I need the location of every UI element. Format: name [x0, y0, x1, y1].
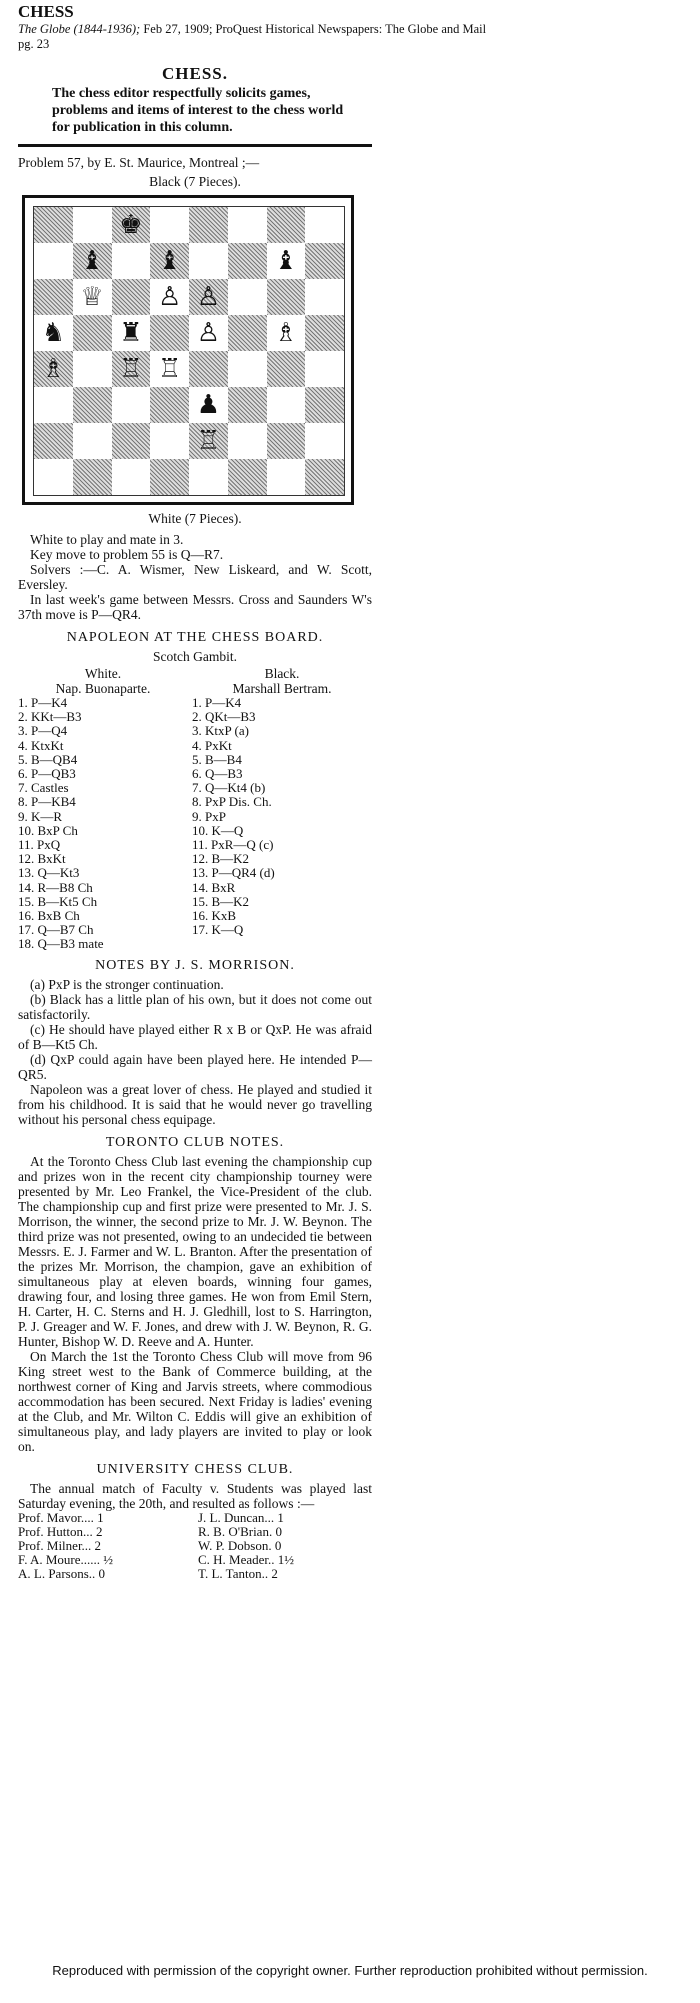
black-move: 7. Q—Kt4 (b) — [192, 780, 266, 796]
board-square — [189, 207, 228, 243]
board-square — [150, 279, 189, 315]
board-square — [189, 243, 228, 279]
board-square — [267, 279, 306, 315]
board-square — [228, 459, 267, 495]
black-move: 15. B—K2 — [192, 893, 250, 909]
black-move: 6. Q—B3 — [192, 766, 243, 782]
faculty-result: Prof. Milner... 2 — [18, 1538, 102, 1554]
board-square — [305, 423, 344, 459]
white-move: 16. BxB Ch — [18, 908, 80, 924]
board-square — [189, 459, 228, 495]
white-move: 11. PxQ — [18, 837, 61, 853]
board-square — [228, 351, 267, 387]
board-square — [34, 387, 73, 423]
intro-paragraph: The chess editor respectfully solicits games, problems and items of interest to the chess world for publication in this column. — [52, 86, 344, 135]
black-move: 8. PxP Dis. Ch. — [192, 794, 272, 810]
faculty-result: Prof. Mavor.... 1 — [18, 1509, 104, 1525]
board-square — [73, 207, 112, 243]
white-label: White (7 Pieces). — [148, 511, 242, 526]
note-paragraph: (b) Black has a little plan of his own, but it does not come out satisfactorily. — [18, 991, 372, 1022]
board-square — [267, 207, 306, 243]
chess-piece-icon: ♝ — [274, 246, 298, 276]
university-heading: UNIVERSITY CHESS CLUB. — [96, 1461, 294, 1477]
board-square — [267, 387, 306, 423]
black-move: 14. BxR — [192, 879, 236, 895]
board-square — [112, 387, 151, 423]
chess-piece-icon: ♖ — [119, 354, 143, 384]
chess-piece-icon: ♙ — [196, 318, 221, 348]
board-square — [189, 279, 228, 315]
chess-piece-icon: ♗ — [274, 318, 298, 348]
white-column-label: White. — [84, 666, 122, 681]
board-square — [189, 387, 228, 423]
white-move: 3. P—Q4 — [18, 723, 68, 739]
student-result: T. L. Tanton.. 2 — [198, 1566, 278, 1582]
board-square — [267, 243, 306, 279]
board-square — [34, 207, 73, 243]
board-square — [112, 207, 151, 243]
black-move: 16. KxB — [192, 908, 237, 924]
problem-instruction: White to play and mate in 3. — [30, 532, 184, 547]
board-square — [73, 351, 112, 387]
chess-piece-icon: ♝ — [80, 246, 104, 276]
notes-list — [18, 977, 372, 1127]
game-score — [18, 666, 372, 696]
chess-piece-icon: ♟ — [196, 390, 221, 420]
board-square — [305, 279, 344, 315]
white-move: 12. BxKt — [18, 851, 66, 867]
board-square — [267, 459, 306, 495]
chess-piece-icon: ♙ — [196, 282, 221, 312]
board-square — [305, 315, 344, 351]
board-square — [228, 207, 267, 243]
toronto-paragraph: On March the 1st the Toronto Chess Club will move from 96 King street west to the Bank of Commerce building, at the northwest corner of King and Jarvis streets, where commodious accommodation has been secured. Next Friday is ladies' evening at the Club, and Mr. Wilton C. Eddis will give an exhibition of simultaneous play, and lady players are invited to play or look on. — [18, 1348, 372, 1454]
board-square — [112, 423, 151, 459]
board-square — [267, 351, 306, 387]
column-title: CHESS. — [162, 64, 228, 83]
black-column-label: Black. — [264, 666, 300, 681]
white-move: 5. B—QB4 — [18, 751, 78, 767]
citation-header — [18, 2, 678, 52]
note-paragraph: Napoleon was a great lover of chess. He played and studied it from his childhood. It is said that he would never go travelling without his personal chess equipage. — [18, 1081, 372, 1127]
board-square — [228, 243, 267, 279]
board-square — [150, 207, 189, 243]
chess-piece-icon: ♚ — [119, 210, 143, 240]
page-number: pg. 23 — [18, 37, 50, 51]
chess-piece-icon: ♙ — [157, 282, 182, 312]
white-move: 18. Q—B3 mate — [18, 936, 104, 952]
board-square — [112, 315, 151, 351]
white-move: 15. B—Kt5 Ch — [18, 893, 98, 909]
board-square — [73, 387, 112, 423]
chess-piece-icon: ♞ — [41, 318, 66, 348]
board-square — [189, 315, 228, 351]
board-square — [150, 351, 189, 387]
board-square — [34, 423, 73, 459]
board-square — [73, 279, 112, 315]
board-square — [305, 243, 344, 279]
board-square — [112, 459, 151, 495]
board-square — [112, 279, 151, 315]
source-name: The Globe (1844-1936); — [18, 22, 141, 36]
toronto-notes — [18, 1154, 372, 1454]
white-move: 7. Castles — [18, 780, 69, 796]
board-square — [34, 351, 73, 387]
black-move: 5. B—B4 — [192, 751, 242, 767]
student-result: R. B. O'Brian. 0 — [198, 1523, 282, 1539]
board-square — [150, 243, 189, 279]
notes-heading: NOTES BY J. S. MORRISON. — [95, 957, 295, 973]
board-square — [34, 243, 73, 279]
black-player: Marshall Bertram. — [232, 681, 332, 696]
board-square — [73, 243, 112, 279]
chess-board-diagram — [22, 195, 354, 505]
board-square — [228, 423, 267, 459]
chess-piece-icon: ♖ — [157, 354, 182, 384]
board-square — [34, 279, 73, 315]
board-square — [112, 243, 151, 279]
black-move: 4. PxKt — [192, 737, 232, 753]
board-square — [150, 387, 189, 423]
source-details: Feb 27, 1909; ProQuest Historical Newspapers: The Globe and Mail — [140, 22, 487, 36]
board-square — [73, 459, 112, 495]
white-move: 10. BxP Ch — [18, 822, 78, 838]
board-grid — [33, 206, 345, 496]
board-square — [150, 459, 189, 495]
board-square — [305, 207, 344, 243]
faculty-result: F. A. Moure...... ½ — [18, 1552, 114, 1568]
student-result: C. H. Meader.. 1½ — [198, 1552, 295, 1568]
board-square — [73, 423, 112, 459]
board-square — [112, 351, 151, 387]
key-move: Key move to problem 55 is Q—R7. — [30, 547, 224, 562]
white-move: 1. P—K4 — [18, 695, 68, 710]
black-move: 2. QKt—B3 — [192, 709, 256, 725]
board-square — [150, 315, 189, 351]
chess-column — [18, 62, 372, 1582]
white-move: 8. P—KB4 — [18, 794, 76, 810]
toronto-heading: TORONTO CLUB NOTES. — [105, 1134, 285, 1150]
university-paragraph: The annual match of Faculty v. Students was played last Saturday evening, the 20th, and resulted as follows :— — [18, 1480, 372, 1511]
board-square — [73, 315, 112, 351]
last-week-note: In last week's game between Messrs. Cross and Saunders W's 37th move is P—QR4. — [18, 592, 372, 622]
white-player: Nap. Buonaparte. — [55, 681, 151, 696]
white-move: 4. KtxKt — [18, 737, 64, 753]
black-move: 10. K—Q — [192, 822, 244, 838]
move-list — [18, 696, 372, 952]
board-square — [34, 459, 73, 495]
black-move: 17. K—Q — [192, 922, 244, 938]
white-move: 6. P—QB3 — [18, 766, 76, 782]
match-results — [18, 1511, 372, 1582]
board-square — [305, 459, 344, 495]
board-square — [189, 351, 228, 387]
board-square — [305, 351, 344, 387]
student-result: W. P. Dobson. 0 — [198, 1538, 282, 1554]
black-move: 3. KtxP (a) — [192, 723, 249, 739]
faculty-result: Prof. Hutton... 2 — [18, 1523, 103, 1539]
white-move: 2. KKt—B3 — [18, 709, 82, 725]
faculty-result: A. L. Parsons.. 0 — [18, 1566, 106, 1582]
black-move: 12. B—K2 — [192, 851, 250, 867]
black-move — [192, 937, 372, 951]
black-label: Black (7 Pieces). — [149, 174, 241, 189]
chess-piece-icon: ♖ — [196, 426, 221, 456]
chess-piece-icon: ♕ — [80, 282, 104, 312]
board-square — [267, 423, 306, 459]
solvers: Solvers :—C. A. Wismer, New Liskeard, and W. Scott, Eversley. — [18, 562, 372, 592]
game-heading: NAPOLEON AT THE CHESS BOARD. — [66, 630, 324, 645]
black-move: 1. P—K4 — [192, 695, 242, 710]
board-square — [305, 387, 344, 423]
chess-piece-icon: ♜ — [119, 318, 143, 348]
black-move: 13. P—QR4 (d) — [192, 865, 275, 881]
board-square — [150, 423, 189, 459]
black-move: 11. PxR—Q (c) — [192, 837, 274, 853]
note-paragraph: (d) QxP could again have been played here. He intended P—QR5. — [18, 1051, 372, 1082]
note-paragraph: (a) PxP is the stronger continuation. — [30, 976, 224, 992]
article-title-header: CHESS — [18, 2, 74, 21]
board-square — [228, 387, 267, 423]
board-square — [34, 315, 73, 351]
chess-piece-icon: ♝ — [157, 246, 182, 276]
white-move: 14. R—B8 Ch — [18, 879, 93, 895]
toronto-paragraph: At the Toronto Chess Club last evening the championship cup and prizes won in the recent city championship tourney were presented by Mr. Leo Frankel, the Vice-President of the club. The championship cup and first prize were presented to Mr. J. S. Morrison, the winner, the second prize to Mr. J. W. Beynon. The third prize was not presented, owing to an undecided tie between Messrs. E. J. Farmer and W. L. Branton. After the presentation of the prizes Mr. Morrison, the champion, gave an exhibition of simultaneous play at eleven boards, winning four games, drawing four, and losing three games. He won from Emil Stern, H. Carter, H. C. Sterns and H. J. Gledhill, lost to S. Harrington, P. J. Greager and W. F. Jones, and drew with J. W. Beynon, R. G. Hunter, Bishop W. D. Reeve and A. Hunter. — [18, 1153, 372, 1349]
chess-piece-icon: ♗ — [41, 354, 66, 384]
board-square — [228, 279, 267, 315]
black-move: 9. PxP — [192, 808, 226, 824]
student-result: J. L. Duncan... 1 — [198, 1509, 284, 1525]
note-paragraph: (c) He should have played either R x B or QxP. He was afraid of B—Kt5 Ch. — [18, 1021, 372, 1052]
problem-heading: Problem 57, by E. St. Maurice, Montreal ;— — [18, 155, 260, 170]
white-move: 17. Q—B7 Ch — [18, 922, 94, 938]
board-square — [228, 315, 267, 351]
divider — [18, 144, 372, 147]
white-move: 13. Q—Kt3 — [18, 865, 80, 881]
copyright-footer: Reproduced with permission of the copyright owner. Further reproduction prohibited without permission. — [52, 1963, 648, 1978]
white-move: 9. K—R — [18, 808, 63, 824]
board-square — [267, 315, 306, 351]
game-opening: Scotch Gambit. — [153, 649, 237, 664]
board-square — [189, 423, 228, 459]
source-line — [18, 22, 678, 37]
